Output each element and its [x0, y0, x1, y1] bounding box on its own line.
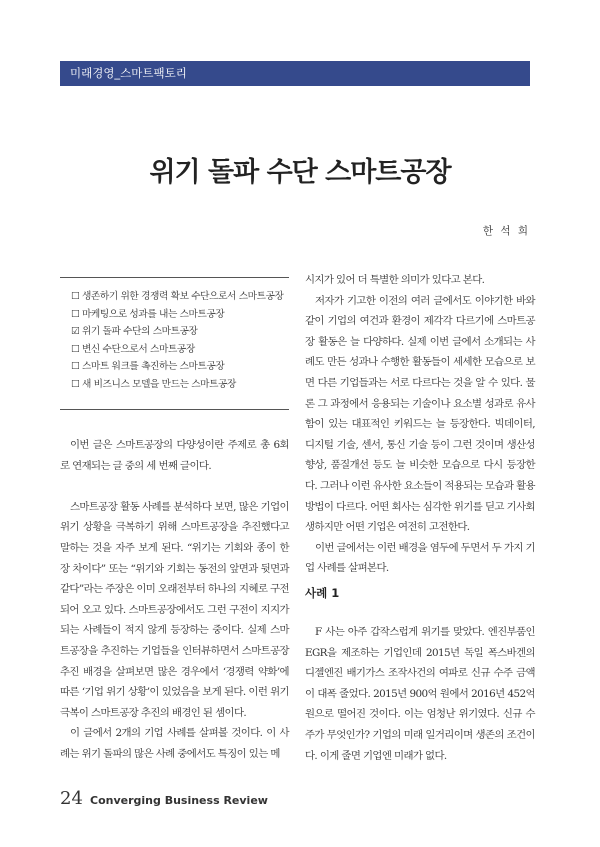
- author-name: 한 석 희: [482, 225, 530, 237]
- paragraph: 시지가 있어 더 특별한 의미가 있다고 본다.: [305, 274, 485, 286]
- toc-item: ☐ 스마트 워크를 촉진하는 스마트공장: [71, 361, 225, 372]
- paragraph: F 사는 아주 갑작스럽게 위기를 맞았다. 엔진부품인 EGR을 제조하는 기업인데 2015년 독일 폭스바겐의 디젤엔진 배기가스 조작사건의 여파로 신규 수주 금액이 대폭 줄었다. 2015년 900억 원에서 2016년 452억 원으로 떨어진 것이다. 이는 엄청난 위기였다. 신규 수주가 무엇인가? 기업의 미래 일거리이며 생존의 조건이다. 이게 줄면 기업엔 미래가 없다.: [305, 626, 535, 762]
- page-footer: [60, 788, 268, 812]
- journal-name: Converging Business Review: [90, 794, 268, 807]
- case-1-body: [305, 622, 535, 766]
- section-heading: 사례 1: [305, 586, 340, 600]
- paragraph: 이번 글은 스마트공장의 다양성이란 주제로 총 6회로 연재되는 글 중의 세 번째 글이다.: [60, 439, 289, 472]
- series-label: 미래경영_스마트팩토리: [70, 66, 187, 80]
- paragraph: 이번 글에서는 이런 배경을 염두에 두면서 두 가지 기업 사례를 살펴본다.: [305, 541, 535, 575]
- article-title: 위기 돌파 수단 스마트공장: [149, 157, 451, 188]
- toc-item: ☐ 생존하기 위한 경쟁력 확보 수단으로서 스마트공장: [71, 291, 284, 302]
- paragraph: 이 글에서 2개의 기업 사례를 살펴볼 것이다. 이 사례는 위기 돌파의 많은 사례 중에서도 특징이 있는 메: [60, 727, 289, 760]
- body-left-column: [60, 435, 289, 765]
- toc-item: ☐ 변신 수단으로서 스마트공장: [71, 343, 195, 355]
- paragraph: 스마트공장 활동 사례를 분석하다 보면, 많은 기업이 위기 상황을 극복하기 위해 스마트공장을 추진했다고 말하는 것을 자주 보게 된다. “위기는 기회와 종이 한 장 차이다” 또는 “위기와 기회는 동전의 앞면과 뒷면과 같다”라는 주장은 이미 오래전부터 하나의 지혜로 구전되어 오고 있다. 스마트공장에서도 그런 구전이 지지가 되는 사례들이 적지 않게 등장하는 중이다. 실제 스마트공장을 추진하는 기업들을 인터뷰하면서 스마트공장 추진 배경을 살펴보면 많은 경우에서 ‘경쟁력 약화’에 따른 ‘기업 위기 상황’이 있었음을 보게 된다. 이런 위기 극복이 스마트공장 추진의 배경인 된 셈이다.: [60, 500, 289, 719]
- toc-item: ☐ 마케팅으로 성과를 내는 스마트공장: [71, 308, 225, 320]
- toc-item-current: ☑ 위기 돌파 수단의 스마트공장: [71, 326, 198, 337]
- page-number: 24: [60, 788, 83, 809]
- series-contents-box: [60, 277, 289, 410]
- series-banner: [60, 61, 530, 86]
- body-right-column: [305, 270, 535, 579]
- paragraph: 저자가 기고한 이전의 여러 글에서도 이야기한 바와 같이 기업의 여건과 환경이 제각각 다르기에 스마트공장 활동은 늘 다양하다. 실제 이번 글에서 소개되는 사례도 만든 성과나 수행한 활동들이 세세한 모습으로 보면 다른 기업들과는 서로 다르다는 것을 알 수 있다. 물론 그 과정에서 응용되는 기술이나 요소별 성과로 유사함이 있는 대표적인 키워드는 늘 등장한다. 빅데이터, 디지털 기술, 센서, 통신 기술 등이 그런 것이며 생산성 향상, 품질개선 등도 늘 비슷한 모습으로 다시 등장한다. 그러나 이런 유사한 요소들이 적용되는 모습과 활용 방법이 다르다. 어떤 회사는 심각한 위기를 딛고 기사회생하지만 어떤 기업은 여전히 고전한다.: [305, 294, 535, 534]
- toc-item: ☐ 새 비즈니스 모델을 만드는 스마트공장: [71, 378, 237, 390]
